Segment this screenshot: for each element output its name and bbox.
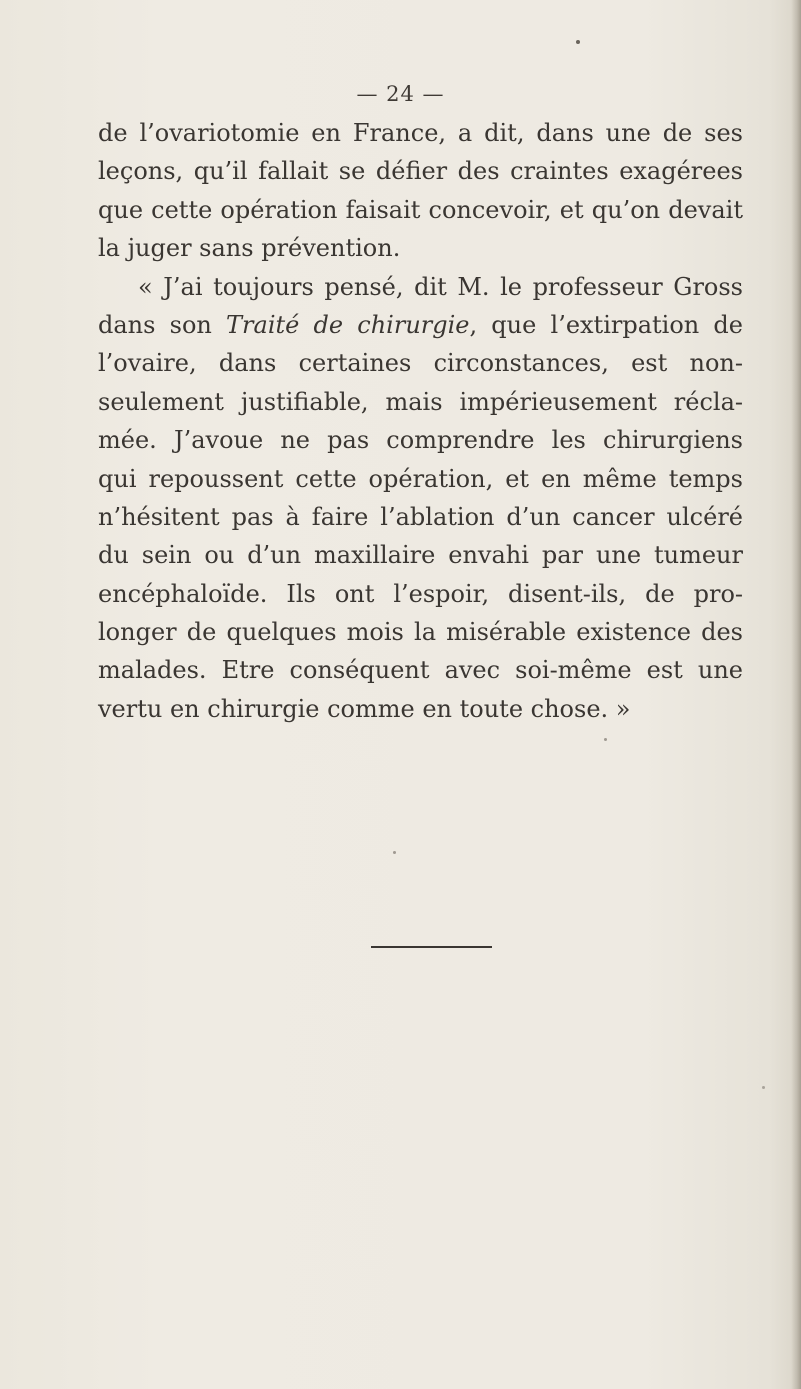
text-line: de l’ovariotomie en France, a dit, dans une de ses — [98, 119, 743, 147]
paper-speck — [604, 738, 607, 741]
text-line: longer de quelques mois la misérable existence des — [98, 618, 743, 647]
text-line: leçons, qu’il fallait se défier des craintes exagérees — [98, 157, 743, 186]
text-line: l’ovaire, dans certaines circonstances, est non- — [98, 349, 743, 378]
text-line: qui repoussent cette opération, et en même temps — [98, 464, 743, 493]
text-line: malades. Etre conséquent avec soi-même est une — [98, 656, 743, 685]
text-before-title: dans son — [98, 310, 227, 339]
quote-opening-line: « J’ai toujours pensé, dit M. le professeur Gross — [138, 272, 743, 301]
text-line-with-title — [98, 306, 743, 344]
text-line: que cette opération faisait concevoir, et qu’on devait — [98, 195, 743, 224]
body-text — [98, 114, 743, 728]
paper-speck — [576, 40, 580, 44]
text-after-title: , que l’extirpation de — [469, 310, 743, 339]
text-line: n’hésitent pas à faire l’ablation d’un cancer ulcéré — [98, 502, 743, 531]
page-number: — 24 — — [356, 82, 445, 106]
text-line: la juger sans prévention. — [98, 234, 401, 263]
text-line: mée. J’avoue ne pas comprendre les chirurgiens — [98, 426, 743, 455]
paper-speck — [762, 1086, 765, 1089]
text-line: encéphaloïde. Ils ont l’espoir, disent-ils, de pro- — [98, 579, 743, 608]
paper-speck — [393, 851, 396, 854]
text-line: du sein ou d’un maxillaire envahi par une tumeur — [98, 541, 743, 570]
section-divider — [371, 946, 492, 948]
text-line: seulement justifiable, mais impérieusement récla- — [98, 387, 743, 416]
page-edge-shadow — [791, 0, 801, 1389]
book-title: Traité de chirurgie — [226, 310, 470, 339]
text-line: vertu en chirurgie comme en toute chose. » — [98, 694, 631, 723]
